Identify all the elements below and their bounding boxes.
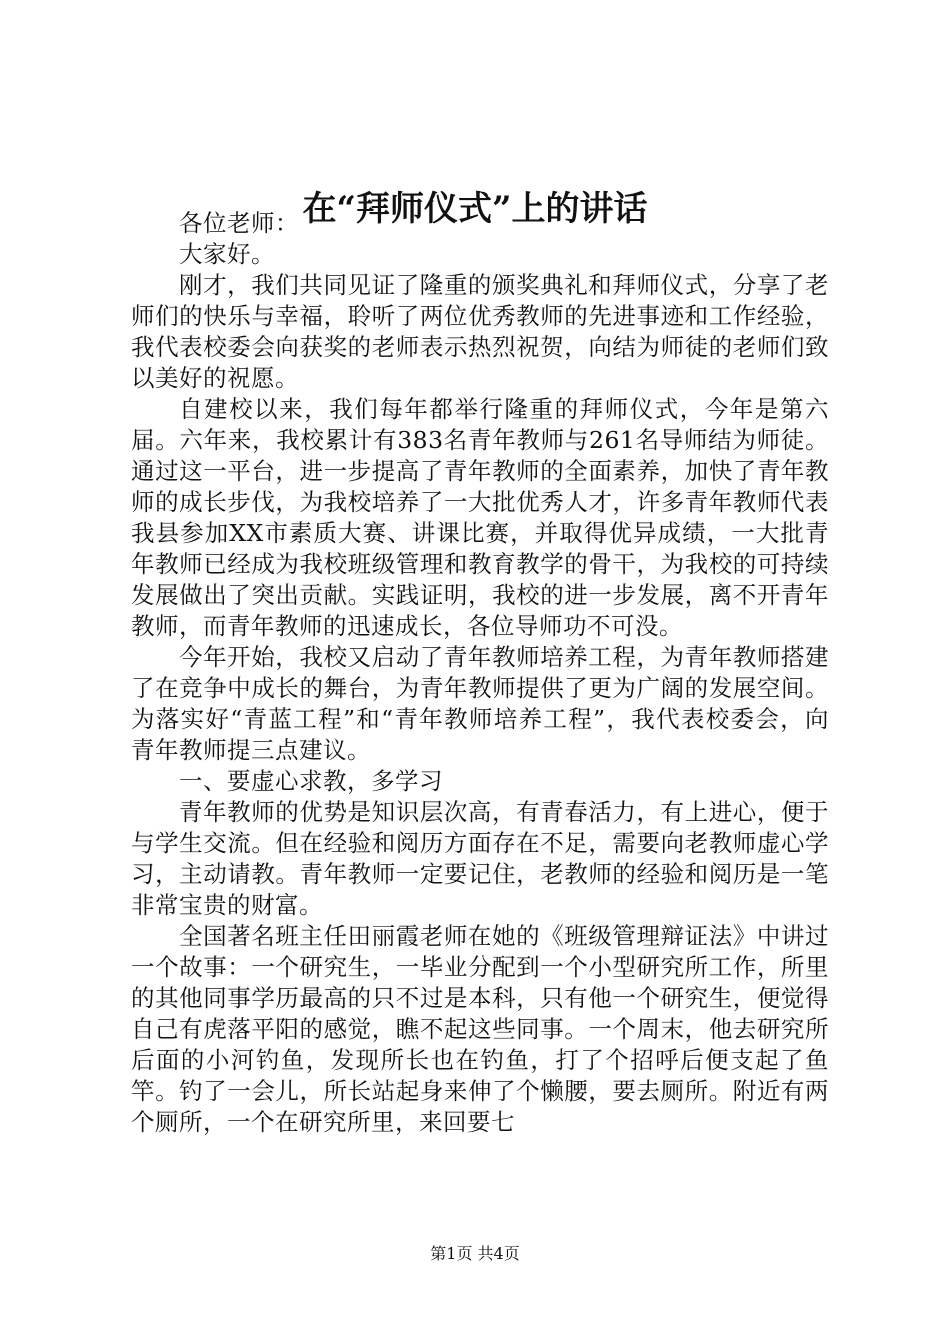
salutation: 各位老师： bbox=[179, 209, 299, 237]
paragraph-young-teachers: 青年教师的优势是知识层次高，有青春活力，有上进心，便于与学生交流。但在经验和阅历方面存在不足，需要向老教师虚心学习，主动请教。青年教师一定要记住，老教师的经验和阅历是一笔非常宝贵的财富。 bbox=[131, 798, 829, 919]
paragraph-opening: 刚才，我们共同见证了隆重的颁奖典礼和拜师仪式，分享了老师们的快乐与幸福，聆听了两位优秀教师的先进事迹和工作经验，我代表校委会向获奖的老师表示热烈祝贺，向结为师徒的老师们致以美好的祝愿。 bbox=[131, 271, 829, 392]
paragraph-history: 自建校以来，我们每年都举行隆重的拜师仪式，今年是第六届。六年来，我校累计有383名青年教师与261名导师结为师徒。通过这一平台，进一步提高了青年教师的全面素养，加快了青年教师的成长步伐，为我校培养了一大批优秀人才，许多青年教师代表我县参加XX市素质大赛、讲课比赛，并取得优异成绩，一大批青年教师已经成为我校班级管理和教育教学的骨干，为我校的可持续发展做出了突出贡献。实践证明，我校的进一步发展，离不开青年教师，而青年教师的迅速成长，各位导师功不可没。 bbox=[131, 395, 829, 640]
document-body bbox=[131, 208, 829, 1138]
page-footer: 第1页 共4页 bbox=[430, 1244, 520, 1263]
greeting: 大家好。 bbox=[179, 240, 275, 268]
paragraph-suggestions-intro: 今年开始，我校又启动了青年教师培养工程，为青年教师搭建了在竞争中成长的舞台，为青年教师提供了更为广阔的发展空间。为落实好“青蓝工程”和“青年教师培养工程”，我代表校委会，向青年教师提三点建议。 bbox=[131, 643, 829, 764]
document-title: 在“拜师仪式”上的讲话 bbox=[302, 189, 648, 229]
paragraph-story: 全国著名班主任田丽霞老师在她的《班级管理辩证法》中讲过一个故事：一个研究生，一毕业分配到一个小型研究所工作，所里的其他同事学历最高的只不过是本科，只有他一个研究生，便觉得自己有虎落平阳的感觉，瞧不起这些同事。一个周末，他去研究所后面的小河钓鱼，发现所长也在钓鱼，打了个招呼后便支起了鱼竿。钓了一会儿，所长站起身来伸了个懒腰，要去厕所。附近有两个厕所，一个在研究所里，来回要七 bbox=[131, 922, 829, 1136]
section-heading-1: 一、要虚心求教，多学习 bbox=[179, 767, 443, 795]
